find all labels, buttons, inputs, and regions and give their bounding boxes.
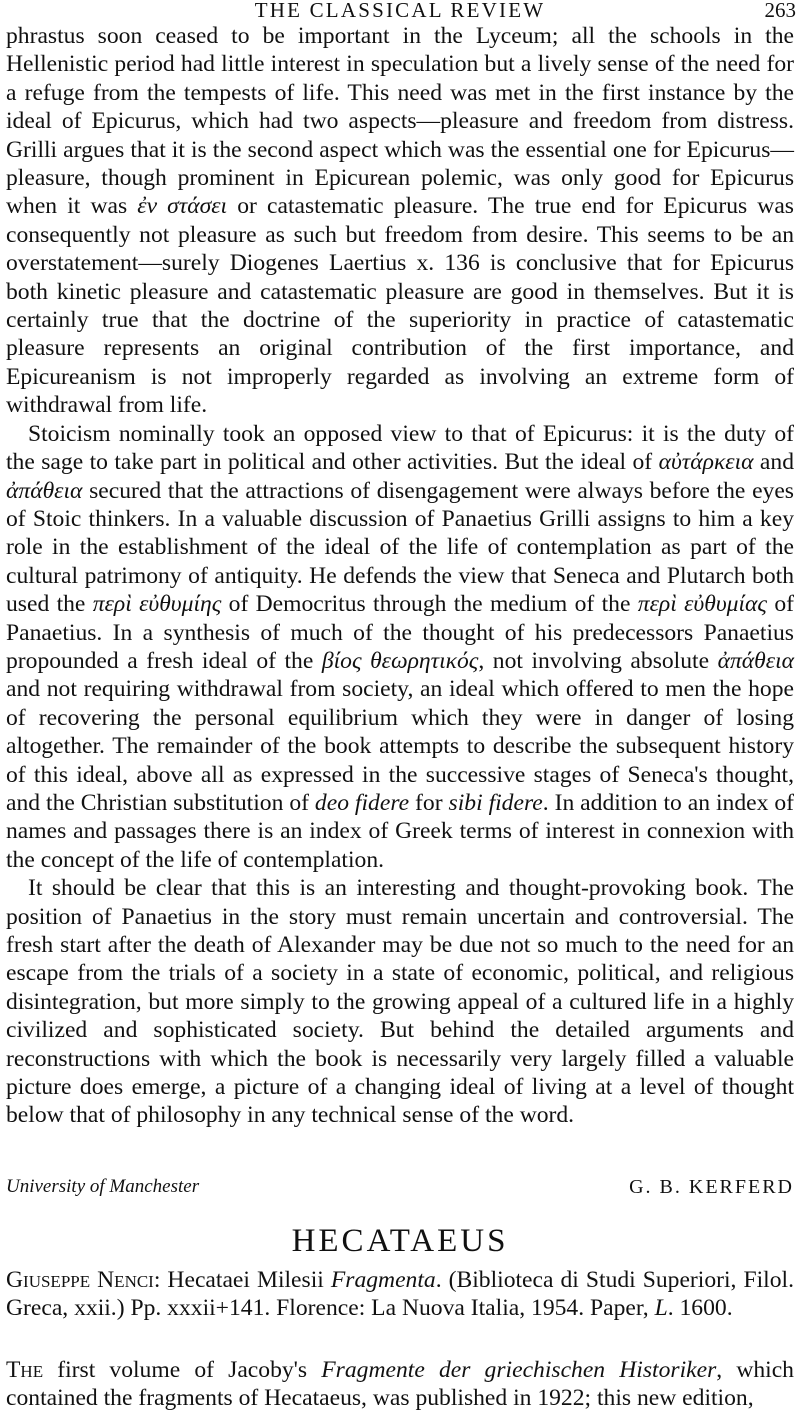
latin-phrase: deo fidere xyxy=(314,789,410,816)
greek-term: περὶ εὐθυμίας xyxy=(637,591,767,618)
book-citation xyxy=(6,1266,794,1323)
reviewer-signature xyxy=(6,1176,794,1206)
paragraph-3: It should be clear that this is an interesting and thought-provoking book. The position of Panaetius in the story must remain uncertain and controversial. The fresh start after the death of Alexander may be due not so much to the need for an escape from the trials of a society in a state of economic, political, and religious disintegration, but more simply to the growing appeal of a cultured life in a highly civilized and sophisticated society. But behind the detailed arguments and reconstructions with which the book is necessarily very largely filled a valuable picture does emerge, a picture of a changing ideal of living at a level of thought below that of philosophy in any technical sense of the word. xyxy=(6,875,794,1129)
greek-term: βίος θεωρητικός xyxy=(321,647,479,674)
text-run: and xyxy=(753,449,794,476)
text-run: . 1600. xyxy=(667,1295,733,1322)
greek-term: ἀπάθεια xyxy=(717,647,795,674)
text-run: : Hecataei Milesii xyxy=(153,1267,331,1293)
text-run: , which contained the fragments of Hecataeus, was published in 1922; this new edition, xyxy=(6,1357,794,1412)
page-number: 263 xyxy=(764,0,796,22)
text-run: . (Biblioteca di Studi Superiori, Filol. Greca, xxii.) Pp. xxxii+141. Florence: La Nuova Italia, 1954. Paper, xyxy=(6,1267,794,1322)
greek-term: ἀπάθεια xyxy=(6,477,83,504)
review-opening xyxy=(6,1356,794,1413)
book-title: Fragmenta xyxy=(330,1267,436,1293)
text-run: . In addition to an index of names and passages there is an index of Greek terms of interest in connexion with the concept of the life of contemplation. xyxy=(6,789,795,873)
text-run: or catastematic pleasure. The true end for Epicurus was consequently not pleasure as such but freedom from desire. This seems to be an overstatement—surely Diogenes Laertius x. 136 is conclusive that for Epicurus both kinetic pleasure and catastematic pleasure are good in themselves. But it is certainly true that the doctrine of the superiority in practice of catastematic pleasure represents an original contribution of the first importance, and Epicureanism is not improperly regarded as involving an extreme form of withdrawal from life. xyxy=(6,193,794,419)
greek-term: περὶ εὐθυμίης xyxy=(92,591,222,618)
running-head xyxy=(0,0,800,24)
book-author: Giuseppe Nenci xyxy=(6,1267,154,1293)
journal-title: THE CLASSICAL REVIEW xyxy=(254,0,546,22)
text-run: for xyxy=(409,789,449,816)
text-run: , not involving absolute xyxy=(478,647,718,674)
text-run: and not requiring withdrawal from society, an ideal which offered to men the hope of recovering the personal equilibrium which they were in danger of losing altogether. The remainder of the book attempts to describe the subsequent history of this ideal, above all as expressed in the successive stages of Seneca's thought, and the Christian substitution of xyxy=(6,676,794,816)
reviewer-name: G. B. KERFERD xyxy=(629,1176,794,1198)
currency-symbol: L xyxy=(654,1295,668,1322)
text-run: phrastus soon ceased to be important in the Lyceum; all the schools in the Hellenistic period had little interest in speculation but a lively sense of the need for a refuge from the tempests of life. This need was met in the first instance by the ideal of Epicurus, which had two aspects—pleasure and freedom from distress. Grilli argues that it is the second aspect which was the essential one for Epicurus—pleasure, though prominent in Epicurean polemic, was only good for Epicurus when it was xyxy=(6,23,794,220)
cited-work-title: Fragmente der griechischen Historiker xyxy=(321,1357,717,1383)
reviewer-institution: University of Manchester xyxy=(6,1176,200,1197)
text-run: of Panaetius. In a synthesis of much of the thought of his predecessors Panaetius propounded a fresh ideal of the xyxy=(6,591,794,674)
text-run: Stoicism nominally took an opposed view to that of Epicurus: it is the duty of the sage to take part in political and other activities. But the ideal of xyxy=(6,420,794,476)
section-title: HECATAEUS xyxy=(291,1223,509,1259)
opening-word: The xyxy=(6,1357,44,1383)
paragraph-2 xyxy=(6,420,794,875)
latin-phrase: sibi fidere xyxy=(448,789,543,816)
greek-term: αὐτάρκεια xyxy=(658,449,754,476)
greek-term: ἐν στάσει xyxy=(137,193,228,220)
review-body xyxy=(6,22,794,1130)
paragraph-1 xyxy=(6,22,794,420)
text-run: of Democritus through the medium of the xyxy=(221,591,638,618)
text-run: first volume of Jacoby's xyxy=(43,1357,322,1383)
text-run: secured that the attractions of disengagement were always before the eyes of Stoic thinkers. In a valuable discussion of Panaetius Grilli assigns to him a key role in the establishment of the ideal of the life of contemplation as part of the cultural patrimony of antiquity. He defends the view that Seneca and Plutarch both used the xyxy=(6,477,794,618)
